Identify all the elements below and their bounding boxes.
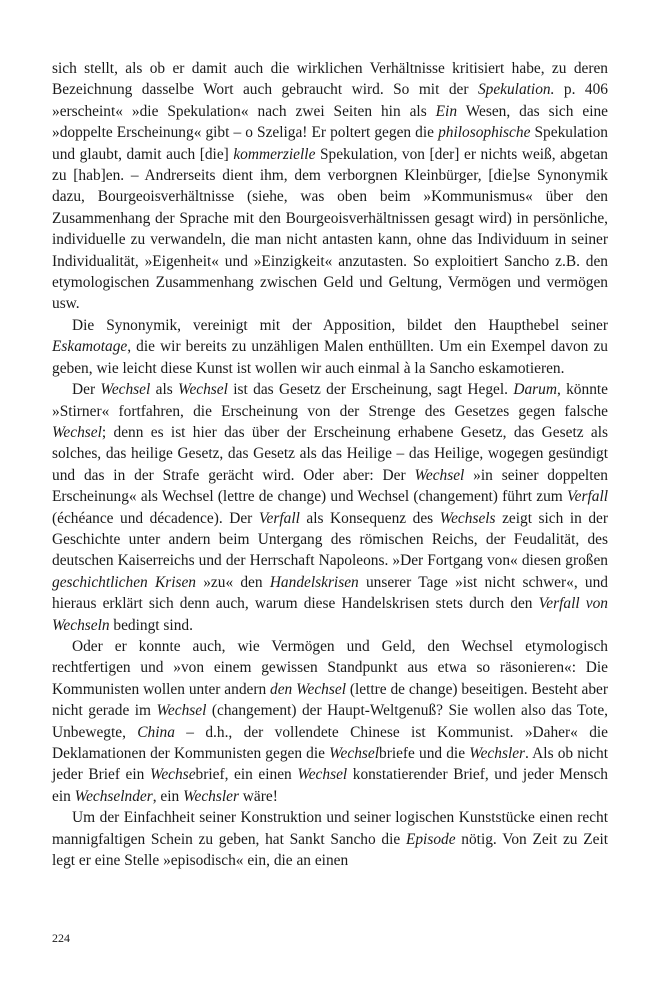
text-run: als xyxy=(150,381,179,399)
text-run: »in seiner doppelten Erscheinung« als Wechsel (lettre de change) und Wechsel (changement) führt zum xyxy=(52,466,608,506)
text-run: Die Synonymik, vereinigt mit der Apposition, bildet den Haupthebel seiner xyxy=(72,316,608,334)
text-run: (changement) der Haupt-Weltgenuß? Sie wollen also das Tote, Unbewegte, xyxy=(52,702,608,741)
italic-text: Handelskrisen xyxy=(269,573,359,591)
text-run: Wesen, das sich eine »doppelte Erscheinung« gibt – o Szeliga! Er poltert gegen die xyxy=(52,102,609,142)
text-run: als Konsequenz des xyxy=(299,509,440,527)
italic-text: Wechsler xyxy=(469,745,526,762)
paragraph xyxy=(52,636,608,807)
italic-text: Wechsel xyxy=(178,381,228,399)
text-run: ist das Gesetz der Erscheinung, sagt Hegel. xyxy=(227,381,514,399)
text-run: , könnte »Stirner« fortfahren, die Erscheinung von der Strenge des Gesetzes gegen falsche xyxy=(52,381,609,420)
italic-text: Wechsler xyxy=(183,787,239,805)
italic-text: Wechse xyxy=(149,766,196,784)
text-run: zeigt sich in der Geschichte unter andern beim Untergang des römischen Reichs, der Feudalität, des deutschen Kaiserreichs und der Herrschaft Napoleons. »Der Fortgang von« diesen großen xyxy=(52,509,608,570)
text-run: , ein xyxy=(152,787,184,805)
text-run: Der xyxy=(72,381,101,399)
italic-text: Ein xyxy=(435,102,458,120)
text-run: p. 406 »erscheint« »die Spekulation« nach zwei Seiten hin als xyxy=(52,81,608,120)
italic-text: Wechsels xyxy=(439,509,496,527)
italic-text: Verfall xyxy=(258,509,300,527)
page-number: 224 xyxy=(52,931,70,945)
paragraph xyxy=(52,379,608,636)
italic-text: Darum xyxy=(513,381,557,399)
text-run: Um der Einfachheit seiner Konstruktion und seiner logischen Kunststücke einen recht mannigfaltigen Schein zu geben, hat Sankt Sancho die xyxy=(52,809,608,848)
text-run: – d.h., der vollendete Chinese ist Kommunist. »Daher« die Deklamationen der Kommunisten gegen die xyxy=(52,723,608,762)
italic-text: Wechsel xyxy=(100,381,151,399)
italic-text: Verfall xyxy=(566,488,608,506)
italic-text: kommerzielle xyxy=(233,145,316,163)
italic-text: den Wechsel xyxy=(270,680,346,698)
text-run: briefe und die xyxy=(379,745,470,762)
italic-text: Eskamotage xyxy=(52,338,128,356)
italic-text: Wechsel xyxy=(297,766,348,784)
italic-text: Wechsel xyxy=(329,745,379,762)
text-run: brief, ein einen xyxy=(195,766,298,784)
paragraph xyxy=(52,58,608,315)
italic-text: Wechsel xyxy=(414,466,465,484)
paragraph xyxy=(52,315,608,379)
paragraph xyxy=(52,807,608,871)
italic-text: philosophische xyxy=(438,124,531,142)
text-run: unserer Tage »ist nicht schwer«, und hieraus erklärt sich denn auch, warum diese Handelskrisen stets durch den xyxy=(52,573,608,613)
text-run: . Als ob nicht jeder Brief ein xyxy=(52,745,608,784)
text-run: sich stellt, als ob er damit auch die wirklichen Verhältnisse kritisiert habe, zu deren Bezeichnung dasselbe Wort auch gebraucht wird. So mit der xyxy=(52,60,608,99)
italic-text: Episode xyxy=(405,830,456,848)
text-run: Spekulation, von [der] er nichts weiß, abgetan zu [hab]en. – Andrerseits dient ihm, dem verborgnen Kleinbürger, [die]se Synonymik dazu, Bourgeoisverhältnisse (siehe, was oben beim »Kommunismus« über den Zusammenhang der Sprache mit den Bourgeoisverhältnissen gesagt wird) in persönliche, individuelle zu verwandeln, die man nicht antasten kann, ohne das Individuum in seiner Individualität, »Eigenheit« und »Einzigkeit« anzutasten. So exploitiert Sancho z.B. den etymologischen Zusammenhang zwischen Geld und Geltung, Vermögen und vermögen usw. xyxy=(52,145,608,313)
text-run: ; denn es ist hier das über der Erscheinung erhabene Gesetz, das Gesetz als solches, das heilige Gesetz, das Gesetz als das Heilige – das Heilige, wogegen gesündigt und das in der Strafe gerächt wird. Oder aber: Der xyxy=(52,423,608,484)
italic-text: Wechsel xyxy=(156,702,207,720)
text-run: »zu« den xyxy=(196,573,270,591)
text-run: Oder er konnte auch, wie Vermögen und Geld, den Wechsel etymologisch rechtfertigen und »von einem gewissen Standpunkt aus etwa so räsonieren«: Die Kommunisten wollen unter andern xyxy=(52,637,608,698)
text-run: (échéance und décadence). Der xyxy=(52,509,259,527)
text-run: , die wir bereits zu unzähligen Malen enthüllten. Um ein Exempel davon zu geben, wie leicht diese Kunst ist wollen wir auch einmal à la Sancho eskamotieren. xyxy=(52,338,608,377)
italic-text: Spekulation. xyxy=(477,81,555,99)
text-run: bedingt sind. xyxy=(109,616,193,634)
italic-text: Verfall von Wechseln xyxy=(52,595,608,634)
italic-text: geschichtlichen Krisen xyxy=(52,573,196,591)
text-run: konstatierender Brief, und jeder Mensch ein xyxy=(52,766,609,805)
text-run: wäre! xyxy=(238,787,278,805)
italic-text: China xyxy=(137,723,175,741)
italic-text: Wechselnder xyxy=(74,787,153,805)
text-run: (lettre de change) beseitigen. Besteht aber nicht gerade im xyxy=(52,680,608,720)
text-run: Spekulation und glaubt, damit auch [die] xyxy=(52,124,609,163)
text-run: nötig. Von Zeit zu Zeit legt er eine Stelle »episodisch« ein, die an einen xyxy=(52,830,608,870)
book-page xyxy=(52,58,608,871)
italic-text: Wechsel xyxy=(52,423,102,441)
